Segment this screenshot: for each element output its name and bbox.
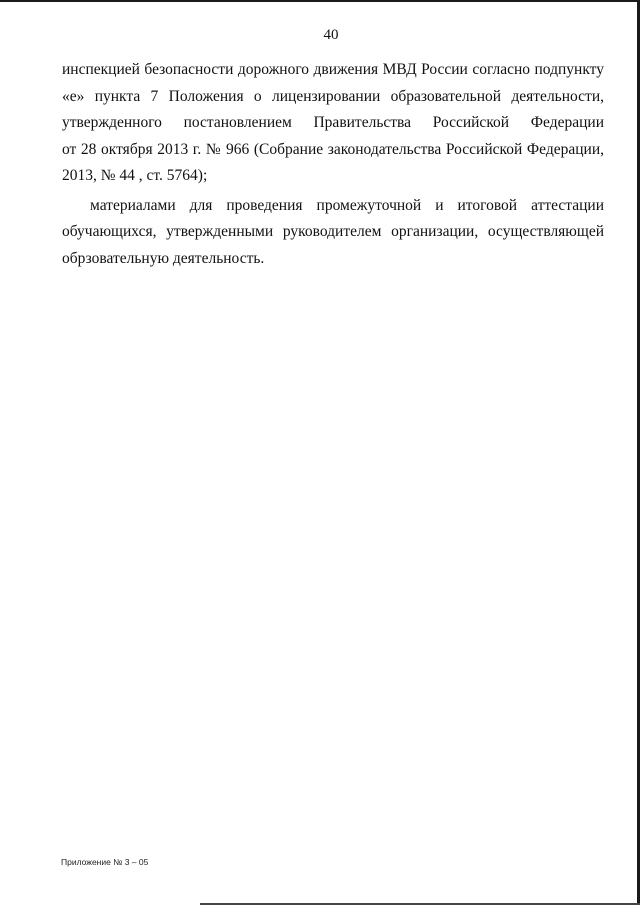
paragraph-line: обрзовательную деятельность. — [62, 249, 265, 267]
document-body — [62, 57, 604, 272]
paragraph-line: материалами для проведения промежуточной и итоговой аттестации — [90, 196, 604, 214]
paragraph-2 — [62, 193, 604, 273]
paragraph-line: от 28 октября 2013 г. № 966 (Собрание законодательства Российской Федерации, — [62, 140, 604, 158]
paragraph-line: утвержденного постановлением Правительства Российской Федерации — [62, 114, 604, 131]
page-number: 40 — [323, 27, 339, 43]
paragraph-line: 2013, № 44 , ст. 5764); — [62, 167, 208, 184]
paragraph-line: «е» пункта 7 Положения о лицензировании образовательной деятельности, — [62, 87, 604, 105]
scan-edge-top — [0, 0, 640, 2]
paragraph-line: обучающихся, утвержденными руководителем организации, осуществляющей — [62, 223, 604, 240]
paragraph-line: инспекцией безопасности дорожного движения МВД России согласно подпункту — [62, 61, 604, 78]
paragraph-1 — [62, 57, 604, 190]
footer-appendix-label: Приложение № 3 – 05 — [61, 857, 149, 867]
